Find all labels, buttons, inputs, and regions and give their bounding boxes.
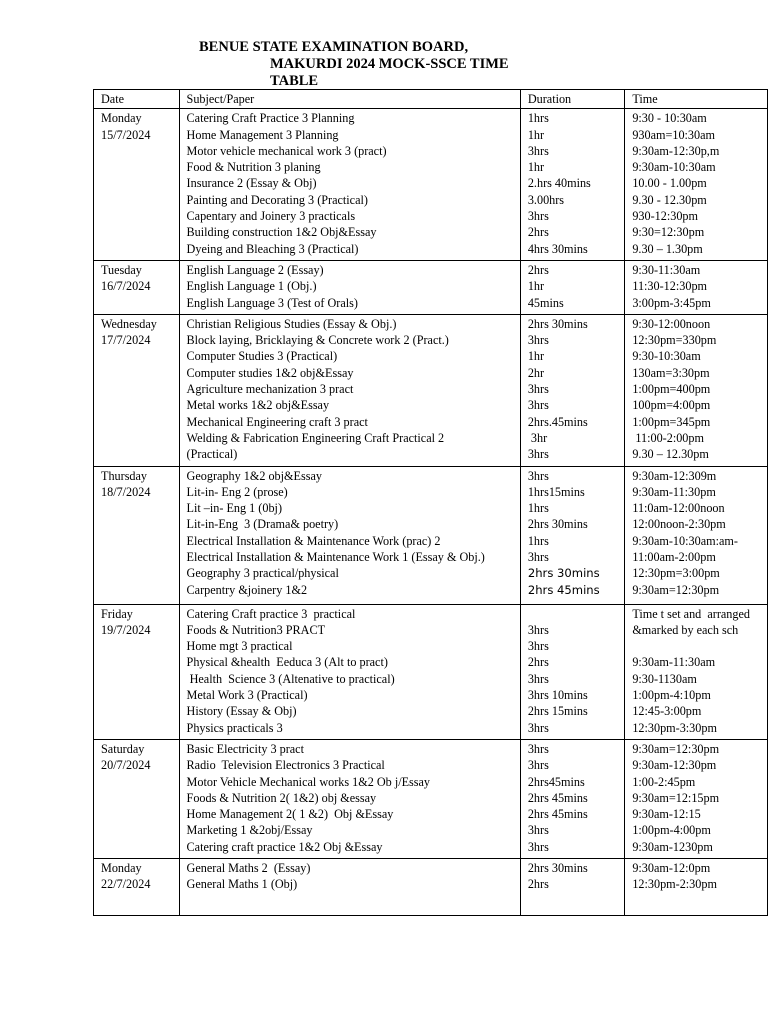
time-line: 9:30am-12:15 xyxy=(632,807,701,822)
subject-line: Lit-in- Eng 2 (prose) xyxy=(186,484,288,499)
date-cell xyxy=(94,260,180,314)
time-line: 1:00-2:45pm xyxy=(632,774,696,789)
subject-line: Basic Electricity 3 pract xyxy=(186,741,304,756)
subject-line: Painting and Decorating 3 (Practical) xyxy=(186,192,368,207)
time-line: 9:30am-12:0pm xyxy=(632,860,711,875)
time-line: 9:30am=12:30pm xyxy=(632,741,720,756)
subject-line: General Maths 2 (Essay) xyxy=(186,860,311,875)
duration-line: 1hr xyxy=(527,349,545,364)
time-line: 12:30pm=330pm xyxy=(632,333,717,348)
header-line-3: TABLE xyxy=(270,73,319,89)
duration-line: 2hrs 30mins xyxy=(527,316,588,331)
table-row xyxy=(94,314,768,466)
time-line: 1:00pm-4:00pm xyxy=(632,823,711,838)
time-line: 12:30pm=3:00pm xyxy=(632,566,720,581)
header-line-1: BENUE STATE EXAMINATION BOARD, xyxy=(199,39,469,55)
duration-line: 1hr xyxy=(527,127,545,142)
subject-cell xyxy=(179,314,520,466)
time-line: 12:30pm-3:30pm xyxy=(632,720,717,735)
subject-cell xyxy=(179,466,520,604)
subject-line: Home mgt 3 practical xyxy=(186,639,293,654)
column-header-subject: Subject/Paper xyxy=(179,90,520,109)
subject-cell xyxy=(179,604,520,739)
table-row xyxy=(94,739,768,858)
subject-line: English Language 1 (Obj.) xyxy=(186,279,317,294)
subject-cell xyxy=(179,260,520,314)
duration-cell xyxy=(520,604,624,739)
time-line: 930-12:30pm xyxy=(632,209,698,224)
time-line: Time t set and arranged xyxy=(632,606,750,621)
duration-line: 3hrs xyxy=(527,398,549,413)
subject-line: Catering Craft Practice 3 Planning xyxy=(186,111,355,126)
subject-line: Motor Vehicle Mechanical works 1&2 Ob j/Essay xyxy=(186,774,431,789)
time-line: 3:00pm-3:45pm xyxy=(632,295,711,310)
date-cell xyxy=(94,109,180,261)
duration-line: 3hrs xyxy=(527,720,549,735)
date-cell xyxy=(94,466,180,604)
date-cell xyxy=(94,604,180,739)
duration-line: 2hrs 15mins xyxy=(527,704,588,719)
duration-line: 2hrs xyxy=(527,655,549,670)
subject-line: Computer studies 1&2 obj&Essay xyxy=(186,365,354,380)
duration-line: 2hrs xyxy=(527,225,549,240)
duration-line: 2hrs 45mins xyxy=(527,807,588,822)
duration-line: 45mins xyxy=(527,295,564,310)
subject-line: Geography 3 practical/physical xyxy=(186,566,339,581)
subject-line: General Maths 1 (Obj) xyxy=(186,877,298,892)
day-name: Friday xyxy=(101,606,133,621)
duration-line: 3hrs xyxy=(527,839,549,854)
time-line: 9:30-11:30am xyxy=(632,262,701,277)
duration-line: 1hr xyxy=(527,160,545,175)
day-name: Wednesday xyxy=(101,316,157,331)
subject-line: Insurance 2 (Essay & Obj) xyxy=(186,176,317,191)
duration-cell xyxy=(520,260,624,314)
duration-line xyxy=(528,606,624,622)
exam-date: 20/7/2024 xyxy=(101,758,151,773)
time-line: 9:30am-1230pm xyxy=(632,839,713,854)
duration-cell xyxy=(520,314,624,466)
subject-line: Capentary and Joinery 3 practicals xyxy=(186,209,356,224)
day-name: Monday xyxy=(101,111,142,126)
subject-line: Physics practicals 3 xyxy=(186,720,283,735)
subject-line: (Practical) xyxy=(186,447,238,462)
timetable xyxy=(93,89,768,916)
duration-line: 2hrs 30mins xyxy=(527,517,588,532)
subject-line: English Language 3 (Test of Orals) xyxy=(186,295,358,310)
time-line: 9:30am-11:30am xyxy=(632,655,716,670)
subject-line: Building construction 1&2 Obj&Essay xyxy=(186,225,377,240)
duration-line: 2hrs xyxy=(527,262,549,277)
exam-date: 15/7/2024 xyxy=(101,127,151,142)
subject-line: Geography 1&2 obj&Essay xyxy=(186,468,322,483)
time-line: 130am=3:30pm xyxy=(632,365,710,380)
duration-line: 3hrs 10mins xyxy=(527,688,588,703)
time-line: 9:30am-10:30am xyxy=(632,160,716,175)
subject-line: Electrical Installation & Maintenance Work 1 (Essay & Obj.) xyxy=(186,550,485,565)
subject-line: Marketing 1 &2obj/Essay xyxy=(186,823,313,838)
subject-line: Radio Television Electronics 3 Practical xyxy=(186,758,385,773)
duration-line: 3hrs xyxy=(527,741,549,756)
exam-date: 16/7/2024 xyxy=(101,279,151,294)
time-line: 12:30pm-2:30pm xyxy=(632,877,717,892)
subject-line: Carpentry &joinery 1&2 xyxy=(186,582,308,597)
subject-line: Block laying, Bricklaying & Concrete work 2 (Pract.) xyxy=(186,333,449,348)
time-line: 1:00pm-4:10pm xyxy=(632,688,711,703)
day-name: Tuesday xyxy=(101,262,142,277)
duration-line: 2hr xyxy=(527,365,545,380)
duration-line: 4hrs 30mins xyxy=(527,241,588,256)
day-name: Thursday xyxy=(101,468,148,483)
duration-line: 3hrs xyxy=(527,209,549,224)
subject-line: Home Management 2( 1 &2) Obj &Essay xyxy=(186,807,394,822)
duration-line: 3hrs xyxy=(527,639,549,654)
duration-line: 3hrs xyxy=(527,382,549,397)
duration-line: 2hrs45mins xyxy=(527,774,585,789)
subject-line: Lit –in- Eng 1 (0bj) xyxy=(186,501,282,516)
duration-line: 3hrs xyxy=(527,447,549,462)
time-line: 100pm=4:00pm xyxy=(632,398,711,413)
duration-line: 3hrs xyxy=(527,333,549,348)
duration-line: 2hrs 45mins xyxy=(527,790,588,805)
table-row xyxy=(94,260,768,314)
time-cell xyxy=(625,109,768,261)
subject-line: Catering Craft practice 3 practical xyxy=(186,606,356,621)
duration-line: 2hrs 30mins xyxy=(527,566,600,581)
duration-line: 3hrs xyxy=(527,550,549,565)
subject-line: Catering craft practice 1&2 Obj &Essay xyxy=(186,839,383,854)
subject-line: Motor vehicle mechanical work 3 (pract) xyxy=(186,143,387,158)
duration-line: 3hrs xyxy=(527,758,549,773)
time-line: 9.30 – 1.30pm xyxy=(632,241,703,256)
time-line: 12:00noon-2:30pm xyxy=(632,517,726,532)
time-line: 9:30am-11:30pm xyxy=(632,484,716,499)
subject-line: Mechanical Engineering craft 3 pract xyxy=(186,414,368,429)
duration-line: 1hrs xyxy=(527,111,549,126)
subject-line: Welding & Fabrication Engineering Craft Practical 2 xyxy=(186,430,445,445)
column-header-time: Time xyxy=(625,90,768,109)
subject-line: History (Essay & Obj) xyxy=(186,704,297,719)
duration-line: 1hr xyxy=(527,279,545,294)
subject-line: Metal works 1&2 obj&Essay xyxy=(186,398,330,413)
time-line: 11:30-12:30pm xyxy=(632,279,708,294)
subject-line: Home Management 3 Planning xyxy=(186,127,339,142)
subject-line: Metal Work 3 (Practical) xyxy=(186,688,308,703)
subject-line: Christian Religious Studies (Essay & Obj.) xyxy=(186,316,397,331)
time-line: 9:30am-12:30pm xyxy=(632,758,717,773)
subject-cell xyxy=(179,858,520,915)
time-line: 10.00 - 1.00pm xyxy=(632,176,707,191)
duration-line: 2.hrs 40mins xyxy=(527,176,591,191)
duration-cell xyxy=(520,858,624,915)
time-line: 1:00pm=400pm xyxy=(632,382,711,397)
column-header-duration: Duration xyxy=(520,90,624,109)
time-line: 9:30-1130am xyxy=(632,671,697,686)
subject-line: Foods & Nutrition 2( 1&2) obj &essay xyxy=(186,790,377,805)
duration-line: 3hrs xyxy=(527,143,549,158)
table-row xyxy=(94,858,768,915)
duration-line: 3hrs xyxy=(527,823,549,838)
time-line: 9:30-10:30am xyxy=(632,349,701,364)
time-line xyxy=(632,638,767,654)
time-line: 9:30-12:00noon xyxy=(632,316,711,331)
duration-cell xyxy=(520,739,624,858)
table-row xyxy=(94,604,768,739)
date-cell xyxy=(94,858,180,915)
subject-line: Computer Studies 3 (Practical) xyxy=(186,349,338,364)
day-name: Monday xyxy=(101,860,142,875)
duration-line: 2hrs.45mins xyxy=(527,414,588,429)
time-line: 9:30 - 10:30am xyxy=(632,111,707,126)
time-line: 11:0am-12:00noon xyxy=(632,501,725,516)
subject-line: Electrical Installation & Maintenance Work (prac) 2 xyxy=(186,533,441,548)
exam-date: 22/7/2024 xyxy=(101,877,151,892)
duration-line: 3hrs xyxy=(527,468,549,483)
time-cell xyxy=(625,739,768,858)
time-cell xyxy=(625,604,768,739)
time-line: 12:45-3:00pm xyxy=(632,704,702,719)
subject-line: Dyeing and Bleaching 3 (Practical) xyxy=(186,241,359,256)
day-name: Saturday xyxy=(101,741,145,756)
duration-line: 3hrs xyxy=(527,622,549,637)
time-line: 9.30 - 12.30pm xyxy=(632,192,707,207)
subject-line: English Language 2 (Essay) xyxy=(186,262,324,277)
time-line: 9:30am-12:309m xyxy=(632,468,717,483)
exam-date: 17/7/2024 xyxy=(101,333,151,348)
time-line: 9.30 – 12.30pm xyxy=(632,447,709,462)
table-header-row xyxy=(94,90,768,109)
table-row xyxy=(94,109,768,261)
timetable-body xyxy=(94,90,768,916)
column-header-date: Date xyxy=(94,90,180,109)
subject-cell xyxy=(179,109,520,261)
subject-line: Agriculture mechanization 3 pract xyxy=(186,382,354,397)
duration-line: 3.00hrs xyxy=(527,192,565,207)
duration-line: 1hrs15mins xyxy=(527,484,585,499)
time-line: 9:30=12:30pm xyxy=(632,225,705,240)
subject-line: Lit-in-Eng 3 (Drama& poetry) xyxy=(186,517,339,532)
duration-line: 2hrs xyxy=(527,877,549,892)
duration-line: 3hrs xyxy=(527,671,549,686)
time-line: 9:30am=12:30pm xyxy=(632,582,720,597)
time-cell xyxy=(625,466,768,604)
time-line: 9:30am=12:15pm xyxy=(632,790,720,805)
time-line: 11:00-2:00pm xyxy=(632,430,704,445)
table-row xyxy=(94,466,768,604)
duration-line: 2hrs 45mins xyxy=(527,582,600,597)
time-line: 9:30am-10:30am:am- xyxy=(632,533,738,548)
exam-date: 18/7/2024 xyxy=(101,484,151,499)
time-line: 9:30am-12:30p,m xyxy=(632,143,720,158)
subject-line: Physical &health Eeduca 3 (Alt to pract) xyxy=(186,655,388,670)
date-cell xyxy=(94,739,180,858)
subject-line: Foods & Nutrition3 PRACT xyxy=(186,622,326,637)
subject-cell xyxy=(179,739,520,858)
subject-line: Food & Nutrition 3 planing xyxy=(186,160,321,175)
duration-line: 1hrs xyxy=(527,533,549,548)
header-line-2: MAKURDI 2024 MOCK-SSCE TIME xyxy=(270,56,509,72)
time-cell xyxy=(625,260,768,314)
time-line: &marked by each sch xyxy=(632,622,739,637)
duration-cell xyxy=(520,466,624,604)
duration-line: 2hrs 30mins xyxy=(527,860,588,875)
duration-line: 3hr xyxy=(527,430,548,445)
date-cell xyxy=(94,314,180,466)
time-cell xyxy=(625,314,768,466)
time-line: 1:00pm=345pm xyxy=(632,414,711,429)
time-line: 11:00am-2:00pm xyxy=(632,550,716,565)
subject-line: Health Science 3 (Altenative to practical) xyxy=(186,671,395,686)
duration-line: 1hrs xyxy=(527,501,549,516)
time-cell xyxy=(625,858,768,915)
time-line: 930am=10:30am xyxy=(632,127,716,142)
duration-cell xyxy=(520,109,624,261)
exam-date: 19/7/2024 xyxy=(101,622,151,637)
